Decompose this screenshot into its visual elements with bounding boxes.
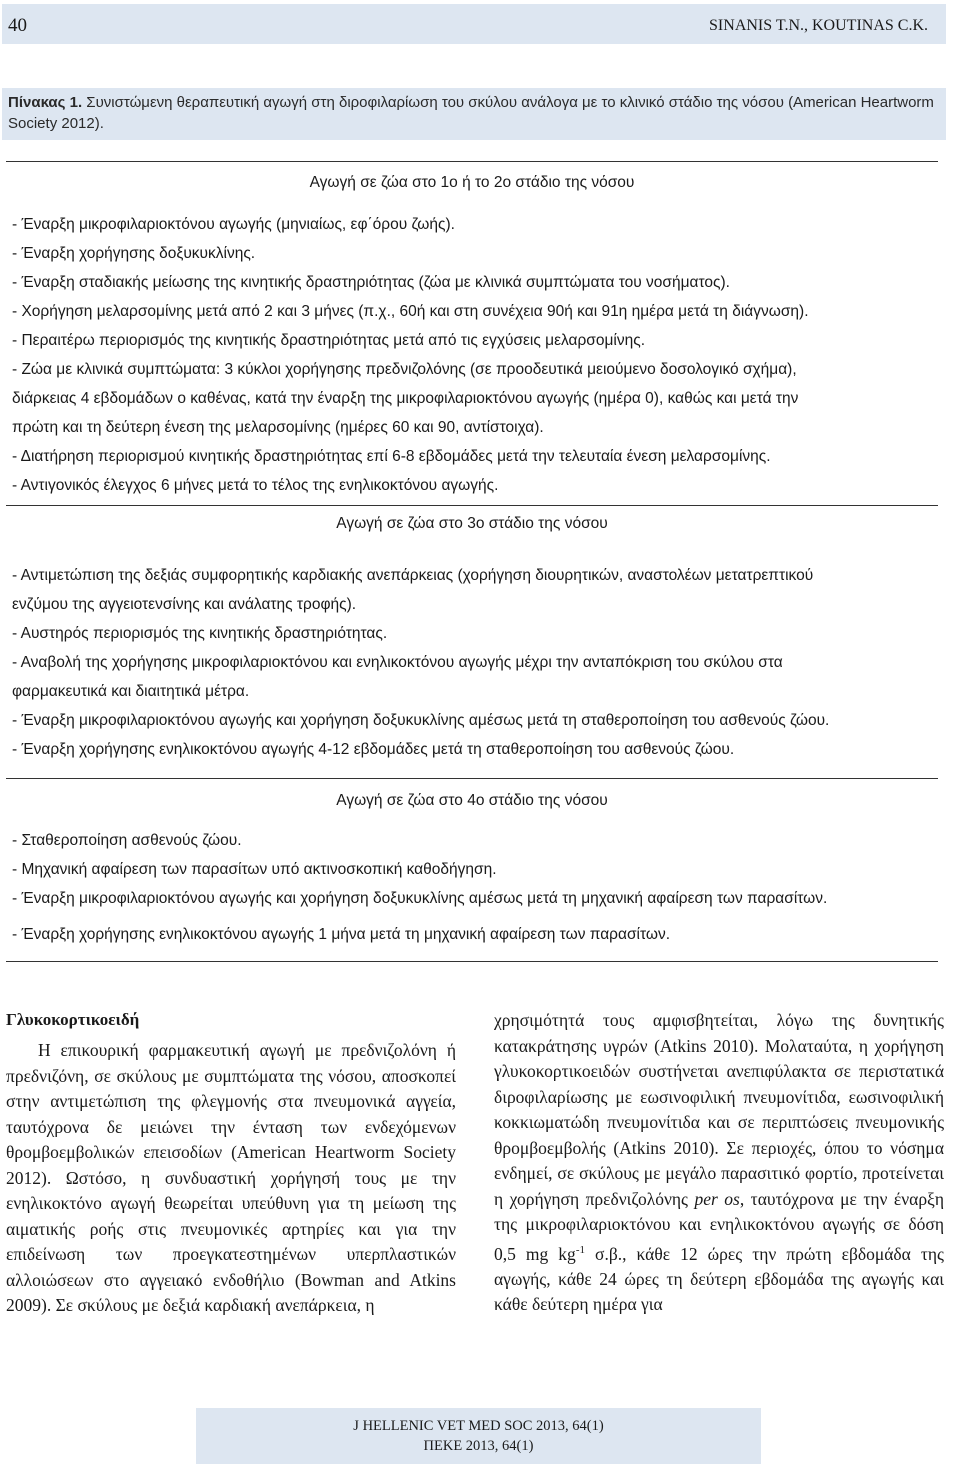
- table-line: - Έναρξη μικροφιλαριοκτόνου αγωγής και χορήγηση δοξυκυκλίνης αμέσως μετά τη σταθεροποίηση του ασθενούς ζώου.: [12, 712, 830, 729]
- table-line: διάρκειας 4 εβδομάδων ο καθένας, κατά την έναρξη της μικροφιλαριοκτόνου αγωγής (ημέρα 0), καθώς και μετά την: [12, 390, 799, 407]
- table-rule: [6, 961, 938, 962]
- table-rule: [6, 505, 938, 506]
- table-line: - Ζώα με κλινικά συμπτώματα: 3 κύκλοι χορήγησης πρεδνιζολόνης (σε προοδευτικά μειούμενο δοσολογικό σχήμα),: [12, 361, 797, 378]
- section-heading: Γλυκοκορτικοειδή: [6, 1010, 140, 1029]
- table-line: - Έναρξη μικροφιλαριοκτόνου αγωγής και χορήγηση δοξυκυκλίνης αμέσως μετά τη μηχανική αφαίρεση των παρασίτων.: [12, 890, 828, 907]
- table-rule: [6, 161, 938, 162]
- journal-citation: J HELLENIC VET MED SOC 2013, 64(1): [353, 1418, 604, 1434]
- table-line: - Έναρξη χορήγησης ενηλικοκτόνου αγωγής 4-12 εβδομάδες μετά τη σταθεροποίηση του ασθενούς ζώου.: [12, 741, 735, 758]
- section-title: Αγωγή σε ζώα στο 4ο στάδιο της νόσου: [336, 792, 608, 809]
- table-caption: [8, 92, 938, 134]
- table-line: ενζύμου της αγγειοτενσίνης και ανάλατης τροφής).: [12, 596, 357, 613]
- table-line: - Περαιτέρω περιορισμός της κινητικής δραστηριότητας μετά από τις εγχύσεις μελαρσομίνης.: [12, 332, 645, 349]
- table-line: - Χορήγηση μελαρσομίνης μετά από 2 και 3 μήνες (π.χ., 60ή και στη συνέχεια 90ή και 91η ημέρα μετά τη διάγνωση).: [12, 303, 809, 320]
- table-line: - Έναρξη σταδιακής μείωσης της κινητικής δραστηριότητας (ζώα με κλινικά συμπτώματα του νοσήματος).: [12, 274, 730, 291]
- body-paragraph-left: Η επικουρική φαρμακευτική αγωγή με πρεδνιζολόνη ή πρεδνιζόνη, σε σκύλους με συμπτώματα της νόσου, αποσκοπεί στην αντιμετώπιση της φλεγμονής στα πνευμονικά αγγεία, ταυτόχρονα δε μειώνει την ένταση των ενδεχόμενων θρομβοεμβολικών επεισοδίων (American Heartworm Society 2012). Ωστόσο, η συνδυαστική χορήγησή τους με την ενηλικοκτόνο αγωγή θεωρείται υπεύθυνη για τη μείωση της αιματικής ροής στις πνευμονικές αρτηρίες και για την επιδείνωση των προεγκατεστημένων υπερπλαστικών αλλοιώσεων στο αγγειακό ενδοθήλιο (Bowman and Atkins 2009). Σε σκύλους με δεξιά καρδιακή ανεπάρκεια, η: [6, 1040, 456, 1315]
- table-line: - Σταθεροποίηση ασθενούς ζώου.: [12, 832, 242, 849]
- body-text: , ταυτόχρονα με την έναρξη της μικροφιλαριοκτόνου και ενηλικοκτόνου αγωγής σε δόση 0,5 mg kg: [494, 1188, 945, 1264]
- table-line: - Αντιμετώπιση της δεξιάς συμφορητικής καρδιακής ανεπάρκειας (χορήγηση διουρητικών, αναστολέων μετατρεπτικού: [12, 567, 814, 584]
- page-number: 40: [8, 15, 27, 36]
- table-line: φαρμακευτικά και διαιτητικά μέτρα.: [12, 683, 250, 700]
- table-line: - Έναρξη μικροφιλαριοκτόνου αγωγής (μηνιαίως, εφ΄όρου ζωής).: [12, 216, 455, 233]
- table-line: - Μηχανική αφαίρεση των παρασίτων υπό ακτινοσκοπική καθοδήγηση.: [12, 861, 497, 878]
- page-header: [2, 4, 946, 44]
- section-title: Αγωγή σε ζώα στο 1ο ή το 2ο στάδιο της νόσου: [309, 174, 635, 191]
- table-caption-box: [2, 88, 946, 140]
- table-line: - Έναρξη χορήγησης ενηλικοκτόνου αγωγής 1 μήνα μετά τη μηχανική αφαίρεση των παρασίτων.: [12, 926, 671, 943]
- body-text-italic: per os: [694, 1188, 740, 1209]
- table-line: - Αντιγονικός έλεγχος 6 μήνες μετά το τέλος της ενηλικοκτόνου αγωγής.: [12, 477, 499, 494]
- table-caption-text: Συνιστώμενη θεραπευτική αγωγή στη διροφιλαρίωση του σκύλου ανάλογα με το κλινικό στάδιο της νόσου (American Heartworm Society 2012).: [8, 94, 934, 132]
- running-head: SINANIS T.N., KOUTINAS C.K.: [709, 17, 928, 34]
- body-paragraph-right: [494, 1008, 944, 1318]
- table-rule: [6, 778, 938, 779]
- table-line: - Αυστηρός περιορισμός της κινητικής δραστηριότητας.: [12, 625, 388, 642]
- page-footer: [196, 1408, 761, 1464]
- table-caption-label: Πίνακας 1.: [8, 94, 83, 111]
- table-line: - Αναβολή της χορήγησης μικροφιλαριοκτόνου και ενηλικοκτόνου αγωγής μέχρι την ανταπόκριση του σκύλου στα: [12, 654, 783, 671]
- table-line: - Έναρξη χορήγησης δοξυκυκλίνης.: [12, 245, 256, 262]
- body-text: σ.β., κάθε 12 ώρες την πρώτη εβδομάδα της αγωγής, κάθε 24 ώρες τη δεύτερη εβδομάδα της αγωγής και κάθε δεύτερη ημέρα για: [494, 1243, 944, 1315]
- section-title: Αγωγή σε ζώα στο 3ο στάδιο της νόσου: [336, 515, 608, 532]
- journal-citation-greek: ΠΕΚΕ 2013, 64(1): [423, 1438, 534, 1454]
- table-line: πρώτη και τη δεύτερη ένεση της μελαρσομίνης (ημέρες 60 και 90, αντίστοιχα).: [12, 419, 544, 436]
- body-text: χρησιμότητά τους αμφισβητείται, λόγω της δυνητικής κατακράτησης υγρών (Atkins 2010). Μολαταύτα, η χορήγηση γλυκοκορτικοειδών συστήνεται ανεπιφύλακτα σε περιστατικά διροφιλαρίωσης με εωσινοφιλική πνευμονίτιδα, εωσινοφιλική κοκκιωματώδη πνευμονίτιδα και σε περιπτώσεις πνευμονικής θρομβοεμβολής (Atkins 2010). Σε περιοχές, όπου το νόσημα ενδημεί, σε σκύλους με μεγάλο παρασιτικό φορτίο, προτείνεται η χορήγηση πρεδνιζολόνης: [494, 1010, 944, 1209]
- table-line: - Διατήρηση περιορισμού κινητικής δραστηριότητας επί 6-8 εβδομάδες μετά την τελευταία ένεση μελαρσομίνης.: [12, 448, 771, 465]
- body-superscript: -1: [575, 1243, 585, 1256]
